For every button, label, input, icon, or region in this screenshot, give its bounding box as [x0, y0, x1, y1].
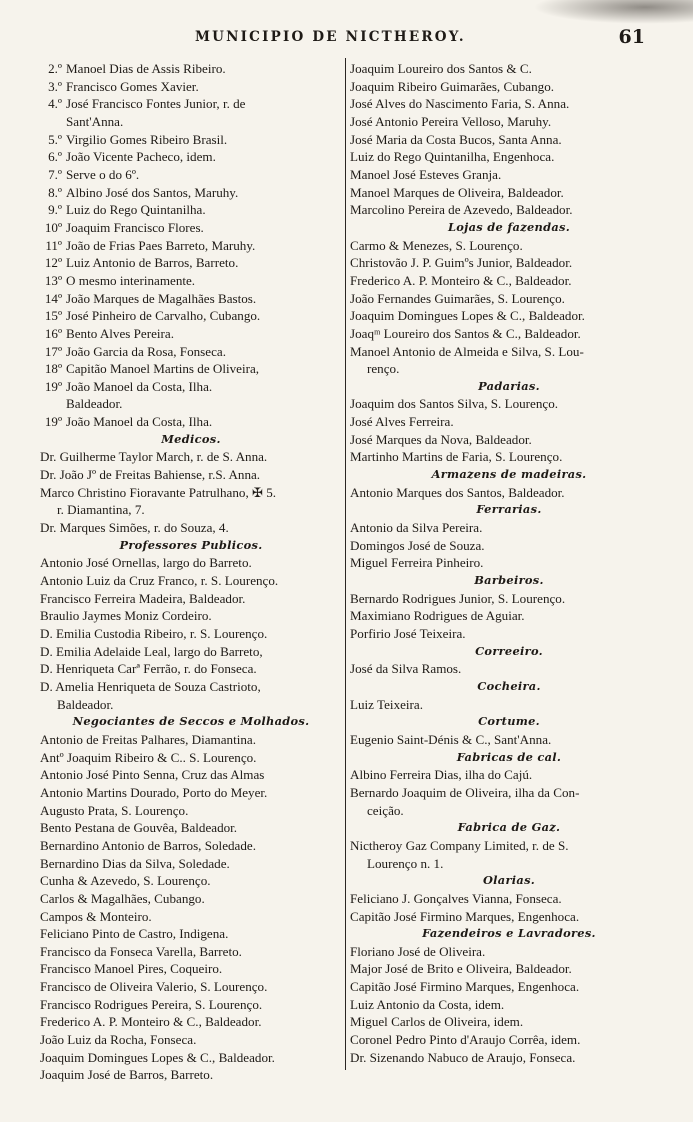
column-divider: [345, 58, 346, 1070]
numbered-entry: 8.º Albino José dos Santos, Maruhy.: [48, 184, 239, 200]
numbered-entry: 3.º Francisco Gomes Xavier.: [48, 78, 199, 94]
numbered-entry: 15º José Pinheiro de Carvalho, Cubango.: [44, 308, 261, 324]
page-title: MUNICIPIO DE NICTHEROY.: [195, 29, 466, 45]
list-item: Antonio Martins Dourado, Porto do Meyer.: [40, 784, 268, 800]
numbered-entry: 6.º João Vicente Pacheco, idem.: [48, 149, 216, 165]
section-heading-correeiro: Correeiro.: [475, 643, 543, 658]
section-heading-cocheira: Cocheira.: [477, 678, 541, 693]
list-item: Francisco da Fonseca Varella, Barreto.: [40, 943, 242, 959]
list-item: Major José de Brito e Oliveira, Baldeador.: [350, 961, 572, 977]
list-item: José Alves Ferreira.: [350, 414, 454, 430]
section-heading-barbeiros: Barbeiros.: [474, 573, 544, 588]
numbered-entry: 4.º José Francisco Fontes Junior, r. de: [48, 96, 246, 112]
ink-smudge: [533, 0, 693, 24]
section-heading-cal: Fabricas de cal.: [456, 749, 562, 764]
list-item: João Luiz da Rocha, Fonseca.: [40, 1032, 197, 1048]
list-item: João Fernandes Guimarães, S. Lourenço.: [350, 290, 565, 306]
list-item: Carmo & Menezes, S. Lourenço.: [350, 237, 523, 253]
list-item: Antonio José Ornellas, largo do Barreto.: [40, 555, 252, 571]
list-item: Frederico A. P. Monteiro & C., Baldeador.: [40, 1014, 262, 1030]
list-item: Carlos & Magalhães, Cubango.: [40, 890, 205, 906]
list-item: Francisco Rodrigues Pereira, S. Lourenço.: [40, 996, 263, 1012]
list-item: Coronel Pedro Pinto d'Araujo Corrêa, idem.: [350, 1032, 581, 1048]
section-heading-medicos: Medicos.: [161, 431, 221, 446]
numbered-entry: 19º João Manoel da Costa, Ilha.: [44, 378, 213, 394]
list-item: Joaquim Ribeiro Guimarães, Cubango.: [350, 78, 555, 94]
list-item: Luiz Teixeira.: [350, 696, 424, 712]
numbered-entry: 9.º Luiz do Rego Quintanilha.: [48, 202, 206, 218]
list-item: Marco Christino Fioravante Patrulhano, ✠ 5.: [40, 484, 277, 500]
list-item: Manoel José Esteves Granja.: [350, 166, 502, 182]
section-heading-cortume: Cortume.: [478, 714, 540, 729]
list-item: José Marques da Nova, Baldeador.: [350, 431, 532, 447]
list-item: Joaquim Loureiro dos Santos & C.: [350, 61, 532, 76]
entry-continuation: Baldeador.: [66, 396, 123, 412]
list-item: Manoel Marques de Oliveira, Baldeador.: [350, 184, 564, 200]
list-item: Augusto Prata, S. Lourenço.: [40, 802, 189, 818]
numbered-entry: 19º João Manoel da Costa, Ilha.: [44, 414, 213, 430]
list-item: Antonio Marques dos Santos, Baldeador.: [350, 484, 565, 500]
list-item: Feliciano Pinto de Castro, Indigena.: [40, 926, 229, 942]
list-item: Manoel Antonio de Almeida e Silva, S. Lou-: [350, 343, 584, 359]
list-item: José da Silva Ramos.: [350, 661, 462, 677]
list-item: Bento Pestana de Gouvêa, Baldeador.: [40, 820, 238, 836]
numbered-entry: 18º Capitão Manoel Martins de Oliveira,: [44, 361, 260, 377]
list-item: Capitão José Firmino Marques, Engenhoca.: [350, 908, 580, 924]
list-item: Joaquim dos Santos Silva, S. Lourenço.: [350, 396, 559, 412]
section-heading-ferrarias: Ferrarias.: [476, 502, 542, 517]
list-item: Joaqᵐ Loureiro dos Santos & C., Baldeador.: [350, 325, 581, 341]
list-item: Bernardino Antonio de Barros, Soledade.: [40, 837, 257, 853]
section-heading-fazendeiros: Fazendeiros e Lavradores.: [422, 926, 596, 941]
list-item: Miguel Carlos de Oliveira, idem.: [350, 1014, 524, 1030]
list-item: Antº Joaquim Ribeiro & C.. S. Lourenço.: [40, 749, 257, 765]
list-item: Dr. Sizenando Nabuco de Araujo, Fonseca.: [350, 1049, 576, 1065]
section-heading-negociantes: Negociantes de Seccos e Molhados.: [72, 714, 310, 729]
list-item: renço.: [367, 361, 400, 377]
section-heading-professores: Professores Publicos.: [119, 537, 263, 552]
list-item: Dr. Marques Simões, r. do Souza, 4.: [40, 520, 229, 536]
list-item: Lourenço n. 1.: [367, 855, 444, 871]
list-item: Antonio José Pinto Senna, Cruz das Almas: [40, 767, 265, 783]
entry-continuation: Sant'Anna.: [66, 113, 124, 129]
numbered-entry: 10º Joaquim Francisco Flores.: [44, 219, 204, 235]
list-item: Capitão José Firmino Marques, Engenhoca.: [350, 979, 580, 995]
list-item: Bernardo Joaquim de Oliveira, ilha da Con-: [350, 784, 580, 800]
list-item: Bernardino Dias da Silva, Soledade.: [40, 855, 230, 871]
section-heading-lojas: Lojas de fazendas.: [447, 219, 571, 234]
list-item: Feliciano J. Gonçalves Vianna, Fonseca.: [350, 890, 562, 906]
list-item: D. Emilia Adelaide Leal, largo do Barreto,: [40, 643, 263, 659]
list-item: Eugenio Saint-Dénis & C., Sant'Anna.: [350, 731, 552, 747]
list-item: ceição.: [367, 802, 404, 818]
numbered-entry: 12º Luiz Antonio de Barros, Barreto.: [44, 255, 239, 271]
numbered-entry: 13º O mesmo interinamente.: [44, 272, 196, 288]
numbered-entry: 2.º Manoel Dias de Assis Ribeiro.: [48, 61, 226, 76]
list-item: Nictheroy Gaz Company Limited, r. de S.: [350, 837, 569, 853]
list-item: Marcolino Pereira de Azevedo, Baldeador.: [350, 202, 573, 218]
list-item: Bernardo Rodrigues Junior, S. Lourenço.: [350, 590, 566, 606]
numbered-entry: 5.º Virgilio Gomes Ribeiro Brasil.: [48, 131, 228, 147]
list-item: Luiz do Rego Quintanilha, Engenhoca.: [350, 149, 555, 165]
numbered-entry: 16º Bento Alves Pereira.: [44, 325, 174, 341]
page-header: [0, 26, 693, 55]
numbered-entry: 14º João Marques de Magalhães Bastos.: [44, 290, 257, 306]
list-item: Dr. João Jº de Freitas Bahiense, r.S. Anna.: [40, 467, 261, 483]
list-item: Antonio de Freitas Palhares, Diamantina.: [40, 731, 256, 747]
list-item: Cunha & Azevedo, S. Lourenço.: [40, 873, 211, 889]
list-item: Albino Ferreira Dias, ilha do Cajú.: [350, 767, 533, 783]
list-item: Joaquim José de Barros, Barreto.: [40, 1067, 214, 1083]
list-item: Antonio Luiz da Cruz Franco, r. S. Lourenço.: [40, 573, 279, 589]
list-item: Francisco Ferreira Madeira, Baldeador.: [40, 590, 246, 606]
list-item: Maximiano Rodrigues de Aguiar.: [350, 608, 525, 624]
list-item: Dr. Guilherme Taylor March, r. de S. Anna.: [40, 449, 268, 465]
section-heading-olarias: Olarias.: [482, 873, 536, 888]
list-item: Christovão J. P. Guimºs Junior, Baldeador.: [350, 255, 573, 271]
list-item: José Maria da Costa Bucos, Santa Anna.: [350, 131, 562, 147]
list-item: Porfirio José Teixeira.: [350, 626, 466, 641]
list-item: Domingos José de Souza.: [350, 537, 485, 553]
list-item: Antonio da Silva Pereira.: [350, 520, 483, 536]
list-item: José Alves do Nascimento Faria, S. Anna.: [350, 96, 570, 112]
list-item: Joaquim Domingues Lopes & C., Baldeador.: [40, 1049, 275, 1065]
list-item: Francisco de Oliveira Valerio, S. Lourenço.: [40, 979, 268, 995]
list-item: Luiz Antonio da Costa, idem.: [350, 996, 505, 1012]
list-item: Martinho Martins de Faria, S. Lourenço.: [350, 449, 563, 465]
section-heading-padarias: Padarias.: [478, 378, 540, 393]
list-item: Baldeador.: [57, 696, 114, 712]
list-item: D. Amelia Henriqueta de Souza Castrioto,: [40, 678, 261, 694]
list-item: Floriano José de Oliveira.: [350, 943, 486, 959]
list-item: Joaquim Domingues Lopes & C., Baldeador.: [350, 308, 585, 324]
list-item: Francisco Manoel Pires, Coqueiro.: [40, 961, 223, 977]
list-item: Campos & Monteiro.: [40, 908, 152, 924]
section-heading-gaz: Fabrica de Gaz.: [457, 820, 561, 835]
list-item: Frederico A. P. Monteiro & C., Baldeador.: [350, 272, 572, 288]
list-item: D. Henriqueta Carª Ferrão, r. do Fonseca.: [40, 661, 257, 677]
list-item: D. Emilia Custodia Ribeiro, r. S. Lourenço.: [40, 626, 268, 641]
section-heading-armazens: Armazens de madeiras.: [431, 467, 587, 482]
numbered-entry: 7.º Serve o do 6º.: [48, 166, 140, 182]
left-column: [40, 60, 342, 1084]
list-item: Miguel Ferreira Pinheiro.: [350, 555, 484, 571]
page-number: 61: [618, 26, 645, 48]
right-column: [350, 60, 668, 1066]
numbered-entry: 11º João de Frias Paes Barreto, Maruhy.: [45, 237, 256, 253]
list-item: José Antonio Pereira Velloso, Maruhy.: [350, 113, 552, 129]
list-item: r. Diamantina, 7.: [57, 502, 145, 518]
list-item: Braulio Jaymes Moniz Cordeiro.: [40, 608, 212, 624]
numbered-entry: 17º João Garcia da Rosa, Fonseca.: [44, 343, 226, 359]
